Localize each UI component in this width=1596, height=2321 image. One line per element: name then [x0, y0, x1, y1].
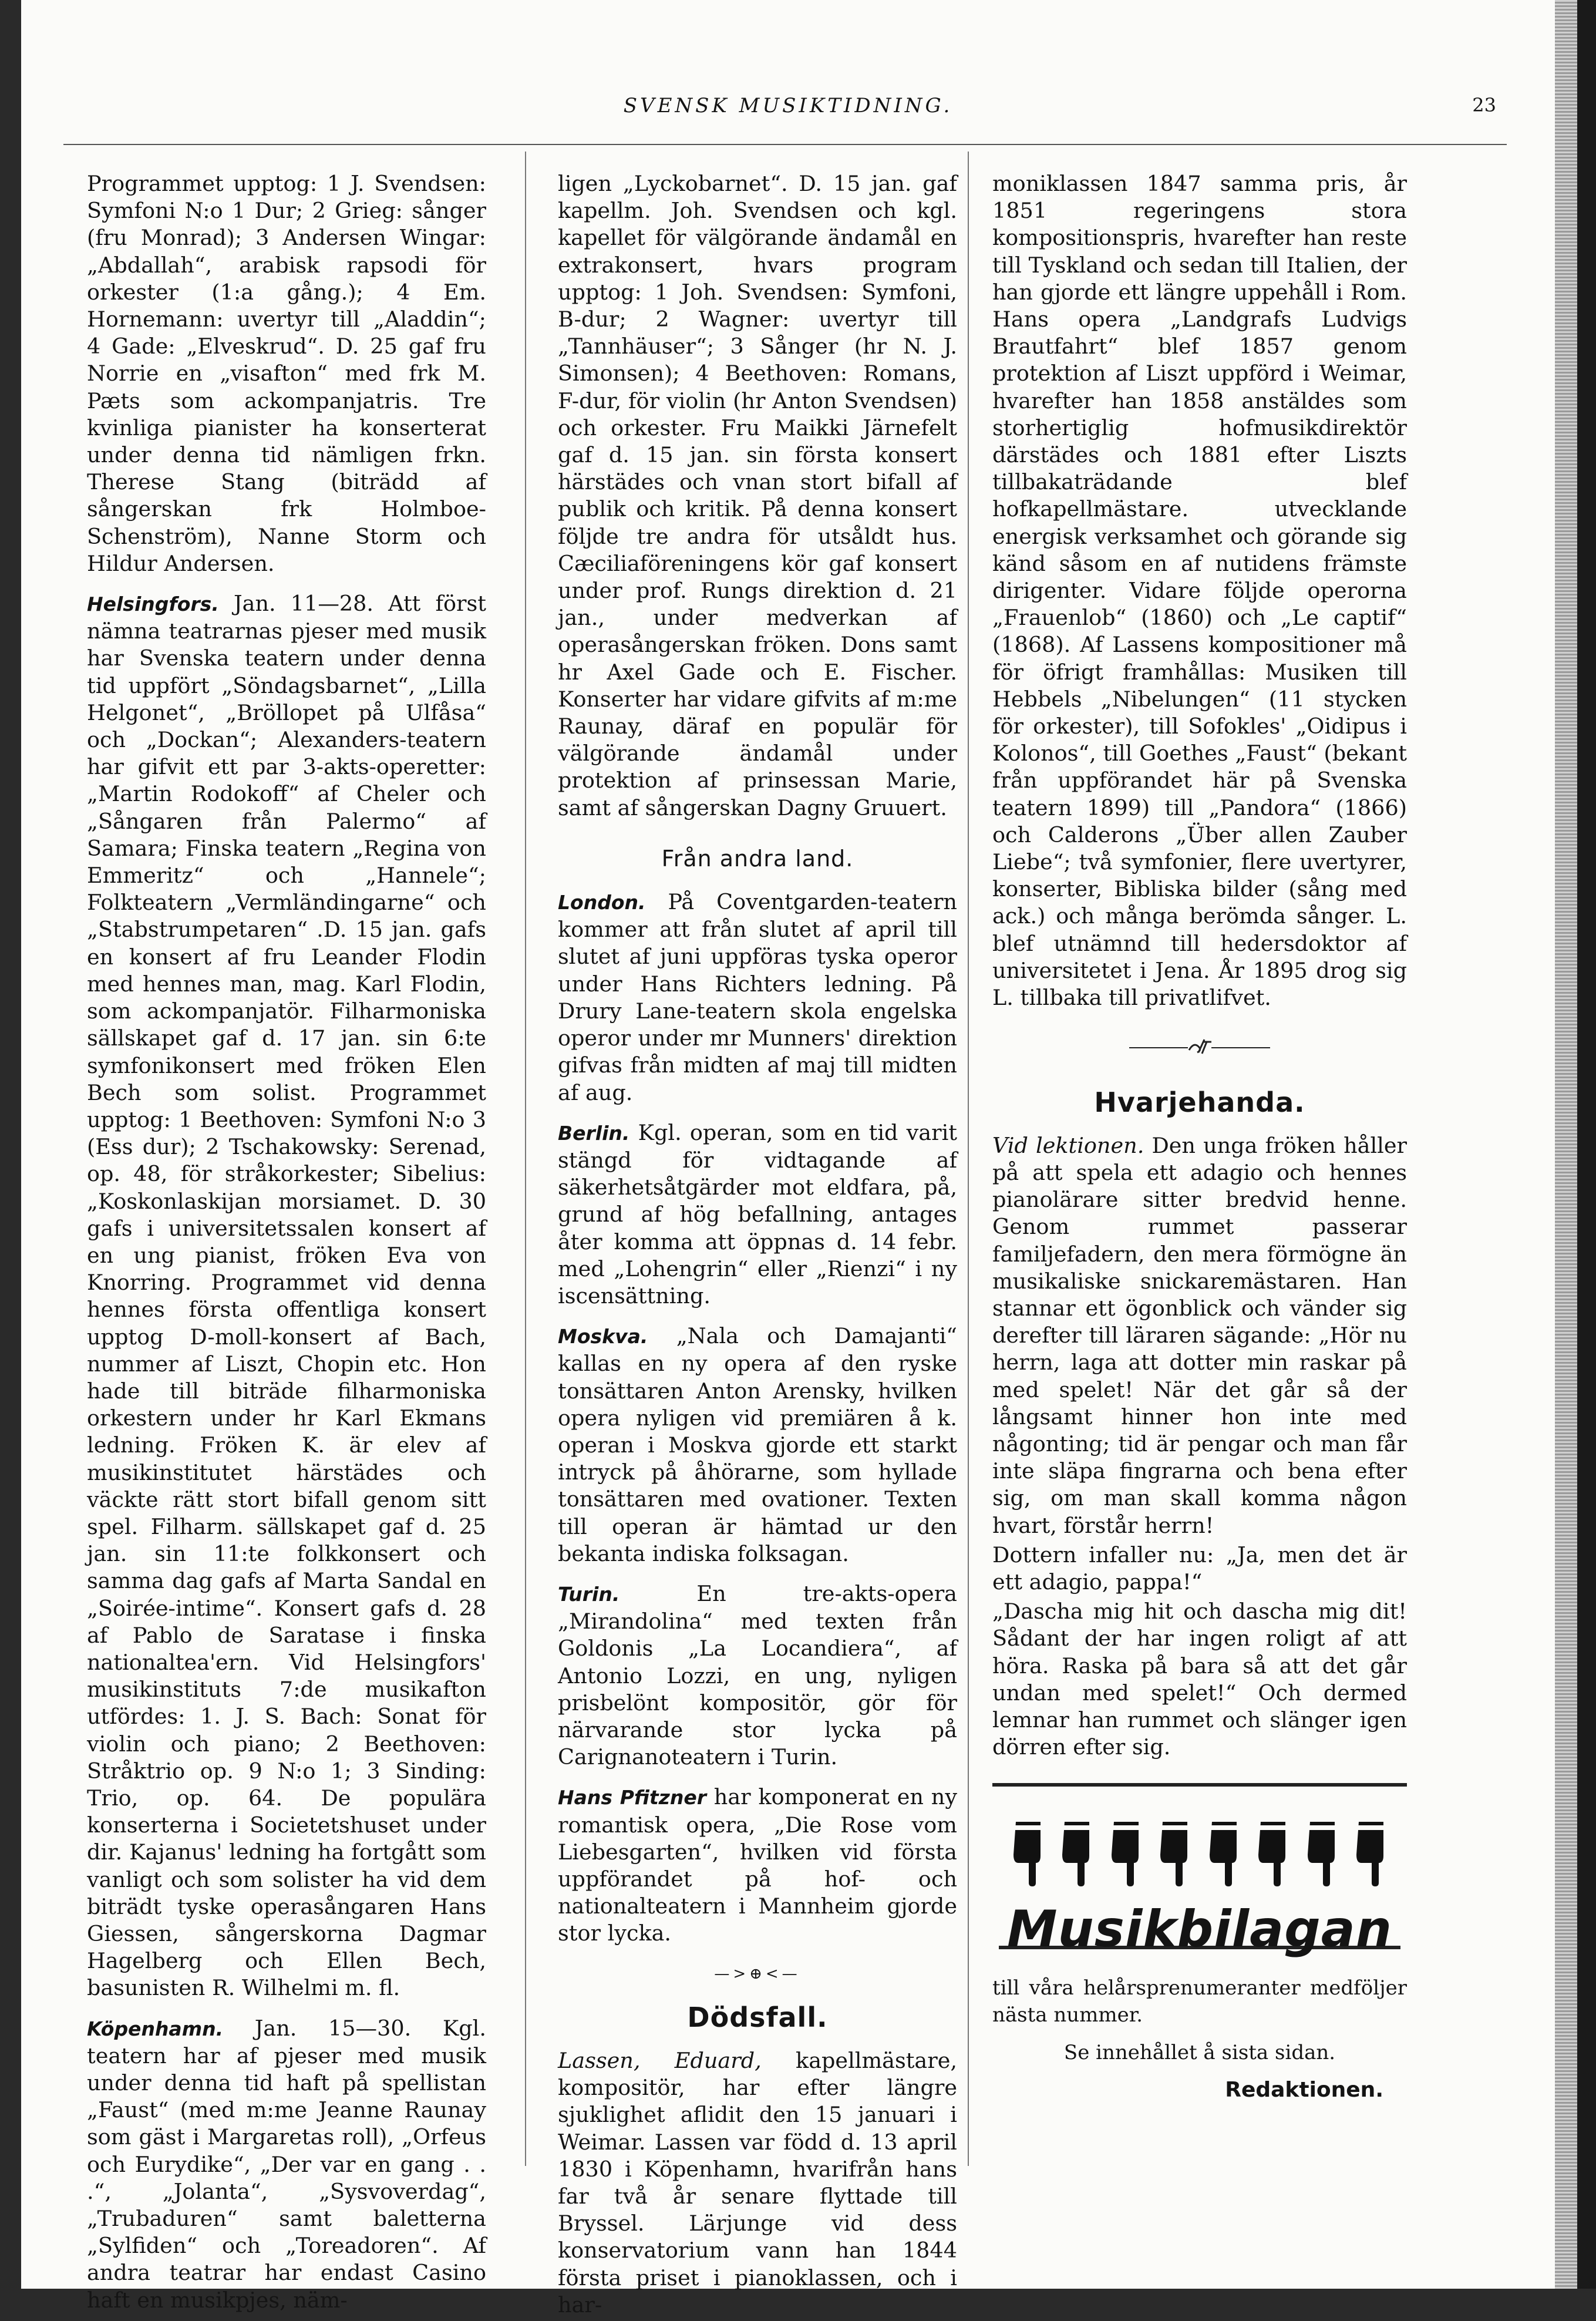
musikbilagan-logo: [992, 1900, 1407, 1959]
pointing-hand-icon: [1206, 1822, 1243, 1886]
news-item: Berlin. Kgl. operan, som en tid varit stängd för vidtagande af säkerhetsåtgärder mot eldfara, på, grund af hög befallning, antages åter komma att öppnas d. 14 febr. med „Lohengrin“ eller „Rienzi“ i ny iscensättning.: [558, 1119, 957, 1308]
ornament-divider: —>⊕<—: [714, 1965, 801, 1983]
anecdote: „Dascha mig hit och dascha mig dit! Sådant der har ingen roligt af att höra. Raska på bara så att det går undan med spelet!“ Och dermed lemnar han rummet och slänger igen dörren efter sig.: [992, 1599, 1407, 1760]
page-header: [21, 94, 1555, 129]
pointing-hand-icon: [1304, 1822, 1341, 1886]
news-item: Turin. En tre-akts-opera „Mirandolina“ med texten från Goldonis „La Locandiera“, af Antonio Lozzi, en ung, nyligen prisbelönt kompositör, gör för närvarande stor lycka på Carignanoteatern i Turin.: [558, 1580, 957, 1770]
pointing-hand-icon: [1255, 1822, 1291, 1886]
obituary-name: Lassen, Eduard,: [558, 2048, 762, 2073]
section-rule: [992, 1783, 1407, 1787]
paragraph: Se innehållet å sista sidan.: [1063, 2040, 1336, 2064]
place-name: London.: [558, 891, 646, 914]
paragraph: Programmet upptog: 1 J. Svendsen: Symfoni N:o 1 Dur; 2 Grieg: sånger (fru Monrad); 3 Andersen Wingar: „Abdallah“, arabisk rapsodi för orkester (1:a gång.); 4 Em. Hornemann: uvertyr till „Aladdin“; 4 Gade: „Elveskrud“. D. 25 gaf fru Norrie en „visafton“ med frk M. Pæts som ackompanjatris. Tre kvinliga pianister ha konserterat under denna tid nämligen frkn. Therese Stang (biträdd af sångerskan frk Holmboe-Schenström), Nanne Storm och Hildur Andersen.: [87, 171, 486, 576]
pointing-hands-row: [992, 1822, 1407, 1886]
header-rule: [63, 144, 1507, 145]
pointing-hand-icon: [1108, 1822, 1144, 1886]
news-item: London. På Coventgarden-teatern kommer att från slutet af april till slutet af juni uppföras tyska operor under Hans Richters ledning. På Drury Lane-teatern skola engelska operor under mr Munners' direktion gifvas från midten af maj till midten af aug.: [558, 889, 957, 1105]
anecdote-title: Vid lektionen.: [992, 1132, 1144, 1158]
column-divider: [525, 152, 526, 2166]
pointing-hand-icon: [1353, 1822, 1389, 1886]
column-1: [87, 170, 486, 2316]
anecdote: Vid lektionen. Den unga fröken håller på att spela ett adagio och hennes pianolärare sitter bredvid henne. Genom rummet passerar familjefadern, den mera förmögne än musikaliske snickaremästaren. Han stannar ett ögonblick och vänder sig derefter till läraren sägande: „Hör nu herrn, laga att dotter min raskar på med spelet! När det går så der långsamt hinner hon inte med någonting; tid är pengar och man får inte släpa fingrarna och bena efter sig, om man skall komma någon hvart, förstår herrn!: [992, 1132, 1407, 1538]
newspaper-page: [21, 0, 1555, 2317]
news-item: Moskva. „Nala och Damajanti“ kallas en ny opera af den ryske tonsättaren Anton Arensky, hvilken opera nyligen vid premiären å k. operan i Moskva gjorde ett starkt intryck på åhörarne, som hyllade tonsättaren med ovationer. Texten till operan är hämtad ur den bekanta indiska folksagan.: [558, 1323, 957, 1566]
signature: Redaktionen.: [1225, 2078, 1383, 2103]
logo-text: Musikbilagan: [999, 1916, 1400, 1949]
section-heading: Från andra land.: [661, 845, 854, 872]
paragraph: Helsingfors. Jan. 11—28. Att först nämna teatrarnas pjeser med musik har Svenska teatern under denna tid uppfört „Söndagsbarnet“, „Lilla Helgonet“, „Bröllopet på Ulfåsa“ och „Dockan“; Alexanders-teatern har gifvit ett par 3-akts-operetter: „Martin Rodokoff“ af Cheler och „Sångaren från Palermo“ af Samara; Finska teatern „Regina von Emmeritz“ och „Hannele“; Folkteatern „Vermländingarne“ och „Stabstrumpetaren“ .D. 15 jan. gafs en konsert af fru Leander Flodin med hennes man, mag. Karl Flodin, som ackompanjatör. Filharmoniska sällskapet gaf d. 17 jan. sin 6:te symfonikonsert med fröken Elen Bech som solist. Programmet upptog: 1 Beethoven: Symfoni N:o 3 (Ess dur); 2 Tschakowsky: Serenad, op. 48, för stråkorkester; Sibelius: „Koskonlaskijan morsiamet. D. 30 gafs i universitetssalen konsert af en ung pianist, fröken Eva von Knorring. Programmet vid denna hennes första offentliga konsert upptog D-moll-konsert af Bach, nummer af Liszt, Chopin etc. Hon hade till biträde filharmoniska orkestern under hr Karl Ekmans ledning. Fröken K. är elev af musikinstitutet härstädes och väckte rätt stort bifall genom sitt spel. Filharm. sällskapet gaf d. 25 jan. sin 11:te folkkonsert och samma dag gafs af Marta Sandal en „Soirée-intime“. Konsert gafs d. 28 af Pablo de Saratase i finska nationaltea'ern. Vid Helsingfors' musikinstituts 7:de musikafton utfördes: 1. J. S. Bach: Sonat för violin och piano; 2 Beethoven: Stråktrio op. 9 N:o 1; 3 Sinding: Trio, op. 64. De populära konserterna i Societetshuset under dir. Kajanus' ledning ha fortgått som vanligt och som solister ha vid dem biträdt tyske operasångaren Hans Giessen, sångerskorna Dagmar Hagelberg och Ellen Bech, basunisten R. Wilhelmi m. fl.: [87, 591, 486, 2001]
column-3: [992, 170, 1407, 2104]
place-name: Berlin.: [558, 1121, 630, 1145]
pointing-hand-icon: [1157, 1822, 1193, 1886]
scan-edge: [1555, 0, 1596, 2289]
paragraph: moniklassen 1847 samma pris, år 1851 regeringens stora kompositionspris, hvarefter han reste till Tyskland och sedan till Italien, der han gjorde ett längre uppehåll i Rom. Hans opera „Landgrafs Ludvigs Brautfahrt“ blef 1857 genom protektion af Liszt uppförd i Weimar, hvarefter han 1858 anstäldes som storhertiglig hofmusikdirektör därstädes och 1881 efter Liszts tillbakaträdande blef hofkapellmästare. utvecklande energisk verksamhet och görande sig känd såsom en af nutidens främste dirigenter. Vidare följde operorna „Frauenlob“ (1860) och „Le captif“ (1868). Af Lassens kompositioner må för öfrigt framhållas: Musiken till Hebbels „Nibelungen“ (11 stycken för orkester), till Sofokles' „Oidipus i Kolonos“, till Goethes „Faust“ (bekant från uppförandet här på Svenska teatern 1899) till „Pandora“ (1866) och Calderons „Über allen Zauber Liebe“; två symfonier, flere uvertyrer, konserter, Bibliska bilder (sång med ack.) och många berömda sånger. L. blef utnämnd till hedersdoktor af universitetet i Jena. År 1895 drog sig L. tillbaka till privatlifvet.: [992, 171, 1407, 1011]
journal-title: SVENSK MUSIKTIDNING.: [623, 94, 953, 117]
pointing-hand-icon: [1010, 1822, 1046, 1886]
place-name: Turin.: [558, 1582, 620, 1606]
page-number: 23: [1472, 94, 1496, 116]
paragraph: Köpenhamn. Jan. 15—30. Kgl. teatern har af pjeser med musik under denna tid haft på spellistan „Faust“ (med m:me Jeanne Raunay som gäst i Margaretas roll), „Orfeus och Eurydike“, „Der var en gang . . .“, „Jolanta“, „Sysvoverdag“, „Trubaduren“ samt baletterna „Sylfiden“ och „Toreadoren“. Af andra teatrar har endast Casino haft en musikpjes, näm-: [87, 2015, 486, 2313]
obituary: Lassen, Eduard, kapellmästare, kompositör, har efter längre sjuklighet aflidit den 15 januari i Weimar. Lassen var född d. 13 april 1830 i Köpenhamn, hvarifrån hans far två år senare flyttade till Bryssel. Lärjunge vid dess konservatorium vann han 1844 första priset i pianoklassen, och i har-: [558, 2048, 958, 2317]
place-name: Köpenhamn.: [87, 2017, 224, 2040]
swash-ornament-icon: [992, 1035, 1407, 1065]
place-name: Moskva.: [558, 1325, 648, 1348]
section-heading: Dödsfall.: [687, 2001, 828, 2033]
paragraph: till våra helårsprenumeranter medföljer nästa nummer.: [992, 1976, 1407, 2027]
anecdote: Dottern infaller nu: „Ja, men det är ett adagio, pappa!“: [992, 1542, 1407, 1595]
column-divider: [968, 152, 969, 2166]
place-name: Hans Pfitzner: [558, 1786, 706, 1809]
column-2: [558, 170, 957, 2321]
pointing-hand-icon: [1059, 1822, 1095, 1886]
section-heading: Hvarjehanda.: [1094, 1086, 1305, 1118]
place-name: Helsingfors.: [87, 593, 219, 616]
paragraph: ligen „Lyckobarnet“. D. 15 jan. gaf kapellm. Joh. Svendsen och kgl. kapellet för välgörande ändamål en extrakonsert, hvars program upptog: 1 Joh. Svendsen: Symfoni, B-dur; 2 Wagner: uvertyr till „Tannhäuser“; 3 Sånger (hr N. J. Simonsen); 4 Beethoven: Romans, F-dur, för violin (hr Anton Svendsen) och orkester. Fru Maikki Järnefelt gaf d. 15 jan. sin första konsert härstädes och vnan stort bifall af publik och kritik. På denna konsert följde tre andra för utsåldt hus. Cæciliaföreningens kör gaf konsert under prof. Rungs direktion d. 21 jan., under medverkan af operasångerskan fröken. Dons samt hr Axel Gade och E. Fischer. Konserter har vidare gifvits af m:me Raunay, däraf en populär för välgörande ändamål under protektion af prinsessan Marie, samt af sångerskan Dagny Gruuert.: [558, 171, 957, 820]
news-item: Hans Pfitzner har komponerat en ny romantisk opera, „Die Rose vom Liebesgarten“, hvilken vid första uppförandet på hof- och nationalteatern i Mannheim gjorde stor lycka.: [558, 1784, 957, 1946]
